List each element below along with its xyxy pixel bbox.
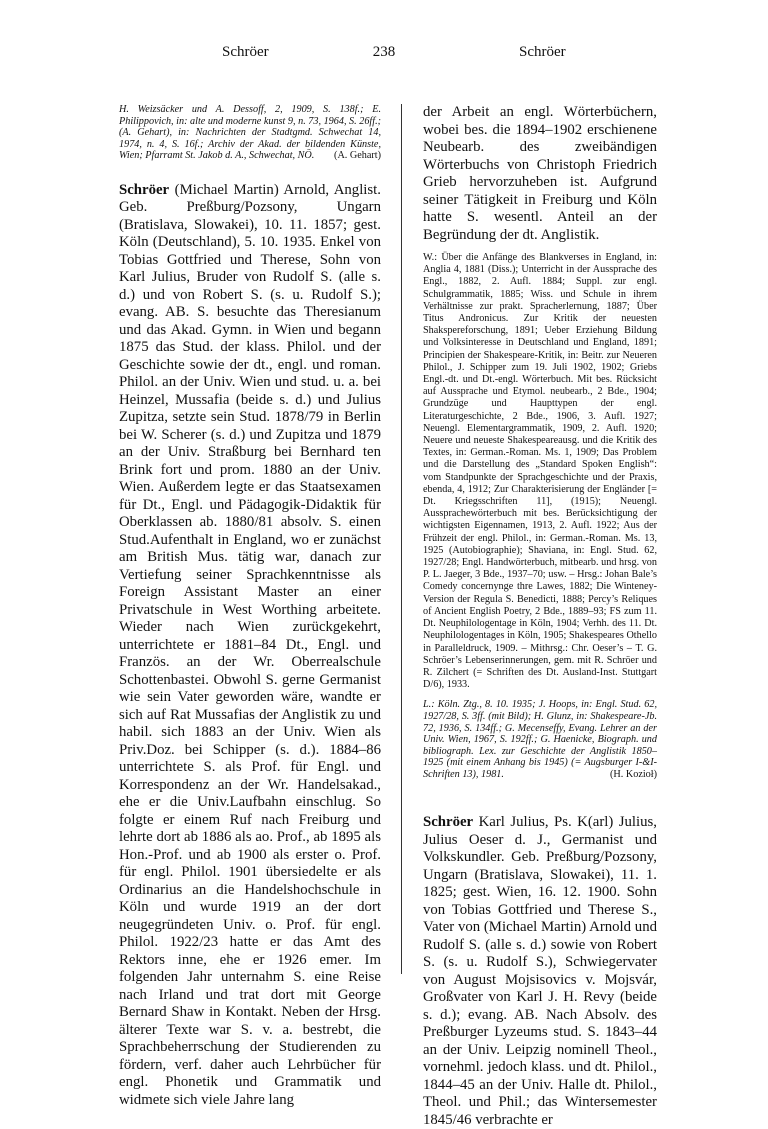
works-list: W.: Über die Anfänge des Blankverses in England, in: Anglia 4, 1881 (Diss.); Unterricht in der Aussprache des Engl., 1882, 2. Aufl. 1884; Suppl. zur engl. Schulgrammatik, 1885; Wiss. und Schule in ihrem Verhältnisse zur prakt. Spracherlernung, 1887; Über Titus Andronicus. Zur Kritik der neuesten Shakspereforschung, 1891; Ueber Erziehung Bildung und Volksinteresse in Deutschland und England, 1891; Principien der Shakespeare-Kritik, in: Beitr. zur Neueren Philol., J. Schipper zum 19. Juli 1902, 1902; Griebs Engl.-dt. und Dt.-engl. Wörterbuch. Mit bes. Rücksicht auf Aussprache und Etymol. neubearb., 2 Bde., 1904; Grundzüge und Haupttypen der engl. Literaturgeschichte, 2 Bde., 1906, 3. Aufl. 1927; Neuengl. Elementargrammatik, 1909, 2. Aufl. 1920; Neuere und neueste Shakespeareausg. und die Kritik des Textes, in: German.-Roman. Ms. 1, 1909; Das Problem und die Darstellung des „Standard Spoken English“: vom Standpunkte der Sprachgeschichte und der Praxis, ebenda, 4, 1912; Zur Charakterisierung der Engländer [= Dt. Kriegsschriften 11], (1915); Neuengl. Aussprachewörterbuch mit bes. Berücksichtigung der wichtigsten Eigennamen, 1913, 2. Aufl. 1922; Aus der Frühzeit der engl. Philol., in: German.-Roman. Ms. 13, 1925 (Autobiographie); Shaviana, in: Engl. Stud. 62, 1927/28; Engl. Handwörterbuch, mitbearb. und hrsg. von P. L. Jaeger, 3 Bde., 1937–70; usw. – Hrsg.: Johan Bale’s Comedy concernynge thre Lawes, 1882; Die Winteney-Version der Regula S. Benedicti, 1888; Percy’s Reliques of Ancient English Poetry, 2 Bde., 1889–93; FS zum 11. Dt. Neuphilologentage in Köln, 1904; Verhh. des 11. Dt. Neuphilologentages in Köln, 1905; Shakespeares Othello in Paralleldruck, 1909. – Mithrsg.: Chr. Oeser’s – T. G. Schröer’s Lebenserinnerungen, gem. mit R. Schröer und R. Zilchert (= Schriften des Dt. Ausland-Inst. Stuttgart D/6), 1933. bbox=[423, 252, 657, 691]
previous-entry-author: (A. Gehart) bbox=[334, 150, 381, 162]
running-head-right: Schröer bbox=[519, 44, 566, 60]
entry-continuation: der Arbeit an engl. Wörterbüchern, wobei bes. die 1894–1902 erschienene Neubearb. des zweibändigen Wörterbuchs von Christoph Friedrich Grieb hervorzuheben ist. Aufgrund seiner Tätigkeit in Freiburg und Köln hatte S. wesentl. Anteil an der Begründung der dt. Anglistik. bbox=[423, 104, 657, 243]
previous-literature-text: H. Weizsäcker und A. Dessoff, 2, 1909, S. 138f.; E. Philippovich, in: alte und moderne kunst 9, n. 73, 1964, S. 26ff.; (A. Gehart), in: Nachrichten der Stadtgmd. Schwechat 14, 1974, n. 4, S. 16f.; Archiv der Akad. der bildenden Künste, Wien; Pfarramt St. Jakob d. A., Schwechat, NÖ. bbox=[119, 104, 382, 162]
entry-headword: Schröer bbox=[423, 814, 474, 831]
page-number: 238 bbox=[372, 44, 396, 60]
left-column bbox=[119, 104, 381, 1109]
entry-karl-julius-schroeer bbox=[423, 814, 657, 1129]
literature-list bbox=[423, 699, 657, 780]
running-head-left: Schröer bbox=[222, 44, 269, 60]
previous-entry-literature bbox=[119, 104, 381, 162]
right-column bbox=[423, 104, 657, 1129]
entry-author: (H. Kozioł) bbox=[610, 768, 657, 780]
entry-arnold-schroeer bbox=[119, 182, 381, 1110]
entry-headword: Schröer bbox=[119, 181, 170, 198]
literature-text: L.: Köln. Ztg., 8. 10. 1935; J. Hoops, in: Engl. Stud. 62, 1927/28, S. 3ff. (mit Bild); H. Glunz, in: Shakespeare-Jb. 72, 1936, S. 134ff.; G. Mecenseffy, Evang. Lehrer an der Univ. Wien, 1967, S. 192ff.; G. Haenicke, Biograph. und bibliograph. Lex. zur Geschichte der Anglistik 1850–1925 (mit einem Anhang bis 1945) (= Augsburger I-&I-Schriften 13), 1981. bbox=[423, 699, 657, 780]
entry-text: Karl Julius, Ps. K(arl) Julius, Julius Oeser d. J., Germanist und Volkskundler. Geb. Preßburg/Pozsony, Ungarn (Bratislava, Slowakei), 11. 1. 1825; gest. Wien, 16. 12. 1900. Sohn von Tobias Gottfried und Therese S., Vater von (Michael Martin) Arnold und Rudolf S. (alle s. d.) sowie von Robert S. (s. u. Rudolf S.), Schwiegervater von August Mojsisovics v. Mojsvár, Großvater von Karl J. H. Revy (beide s. d.); evang. AB. Nach Absolv. des Preßburger Lyzeums stud. S. 1843–44 an der Univ. Leipzig nominell Theol., vornehml. jedoch klass. und dt. Philol., 1844–45 an der Univ. Halle dt. Philol., Theol. und Phil.; das Wintersemester 1845/46 verbrachte er bbox=[423, 814, 657, 1128]
column-divider bbox=[401, 104, 402, 974]
entry-text: (Michael Martin) Arnold, Anglist. Geb. Preßburg/Pozsony, Ungarn (Bratislava, Slowakei), 10. 11. 1857; gest. Köln (Deutschland), 5. 10. 1935. Enkel von Tobias Gottfried und Therese, Sohn von Karl Julius, Bruder von Rudolf S. (alle s. d.) und von Robert S. (s. u. Rudolf S.); evang. AB. S. besuchte das Theresianum und das Akad. Gymn. in Wien und begann 1875 das Stud. der klass. Philol. und der Geschichte sowie der dt., engl. und roman. Philol. an der Univ. Wien und stud. u. a. bei Heinzel, Mussafia (beide s. d.) und Julius Zupitza, setzte sein Stud. 1878/79 in Berlin bei W. Scherer (s. d.) und Zupitza und 1879 an der Univ. Straßburg bei Bernhard ten Brink fort und prom. 1880 an der Univ. Wien. Außerdem legte er das Staatsexamen für Dt., Engl. und Pädagogik-Didaktik für Oberklassen ab. 1880/81 absolv. S. einen Stud.Aufenthalt in England, wo er zunächst am British Mus. tätig war, danach zur Vertiefung seiner Sprachkenntnisse als Foreign Assistant Master an einer Privatschule in West Worthing arbeitete. Wieder nach Wien zurückgekehrt, unterrichtete er 1881–84 Dt., Engl. und Französ. an der Wr. Oberrealschule Schottenbastei. Obwohl S. gerne Germanist wie sein Vater geworden wäre, wandte er sich auf Rat Mussafias der Anglistik zu und habil. sich 1883 an der Univ. Wien als Priv.Doz. bei Schipper (s. d.). 1884–86 unterrichtete S. als Prof. für Engl. und Korrespondenz an der Wr. Handelsakad., ehe er die Univ.Laufbahn einschlug. So folgte er einem Ruf nach Freiburg und lehrte dort ab 1886 als ao. Prof., ab 1895 als Hon.-Prof. und ab 1900 als erster o. Prof. für engl. Philol. 1901 übersiedelte er als Ordinarius an die Handelshochschule in Köln und wurde 1919 an der dort neugegründeten Univ. o. Prof. für engl. Philol. 1922/23 hatte er das Amt des Rektors inne, ehe er 1926 emer. Im folgenden Jahr unternahm S. eine Reise nach Irland und trat dort mit George Bernard Shaw in Kontakt. Neben der Hrsg. älterer Texte war S. v. a. bestrebt, die Sprachbeherrschung der Studierenden zu fördern, verf. daher auch Lehrbücher für engl. Phonetik und Grammatik und widmete sich viele Jahre lang bbox=[119, 181, 381, 1108]
